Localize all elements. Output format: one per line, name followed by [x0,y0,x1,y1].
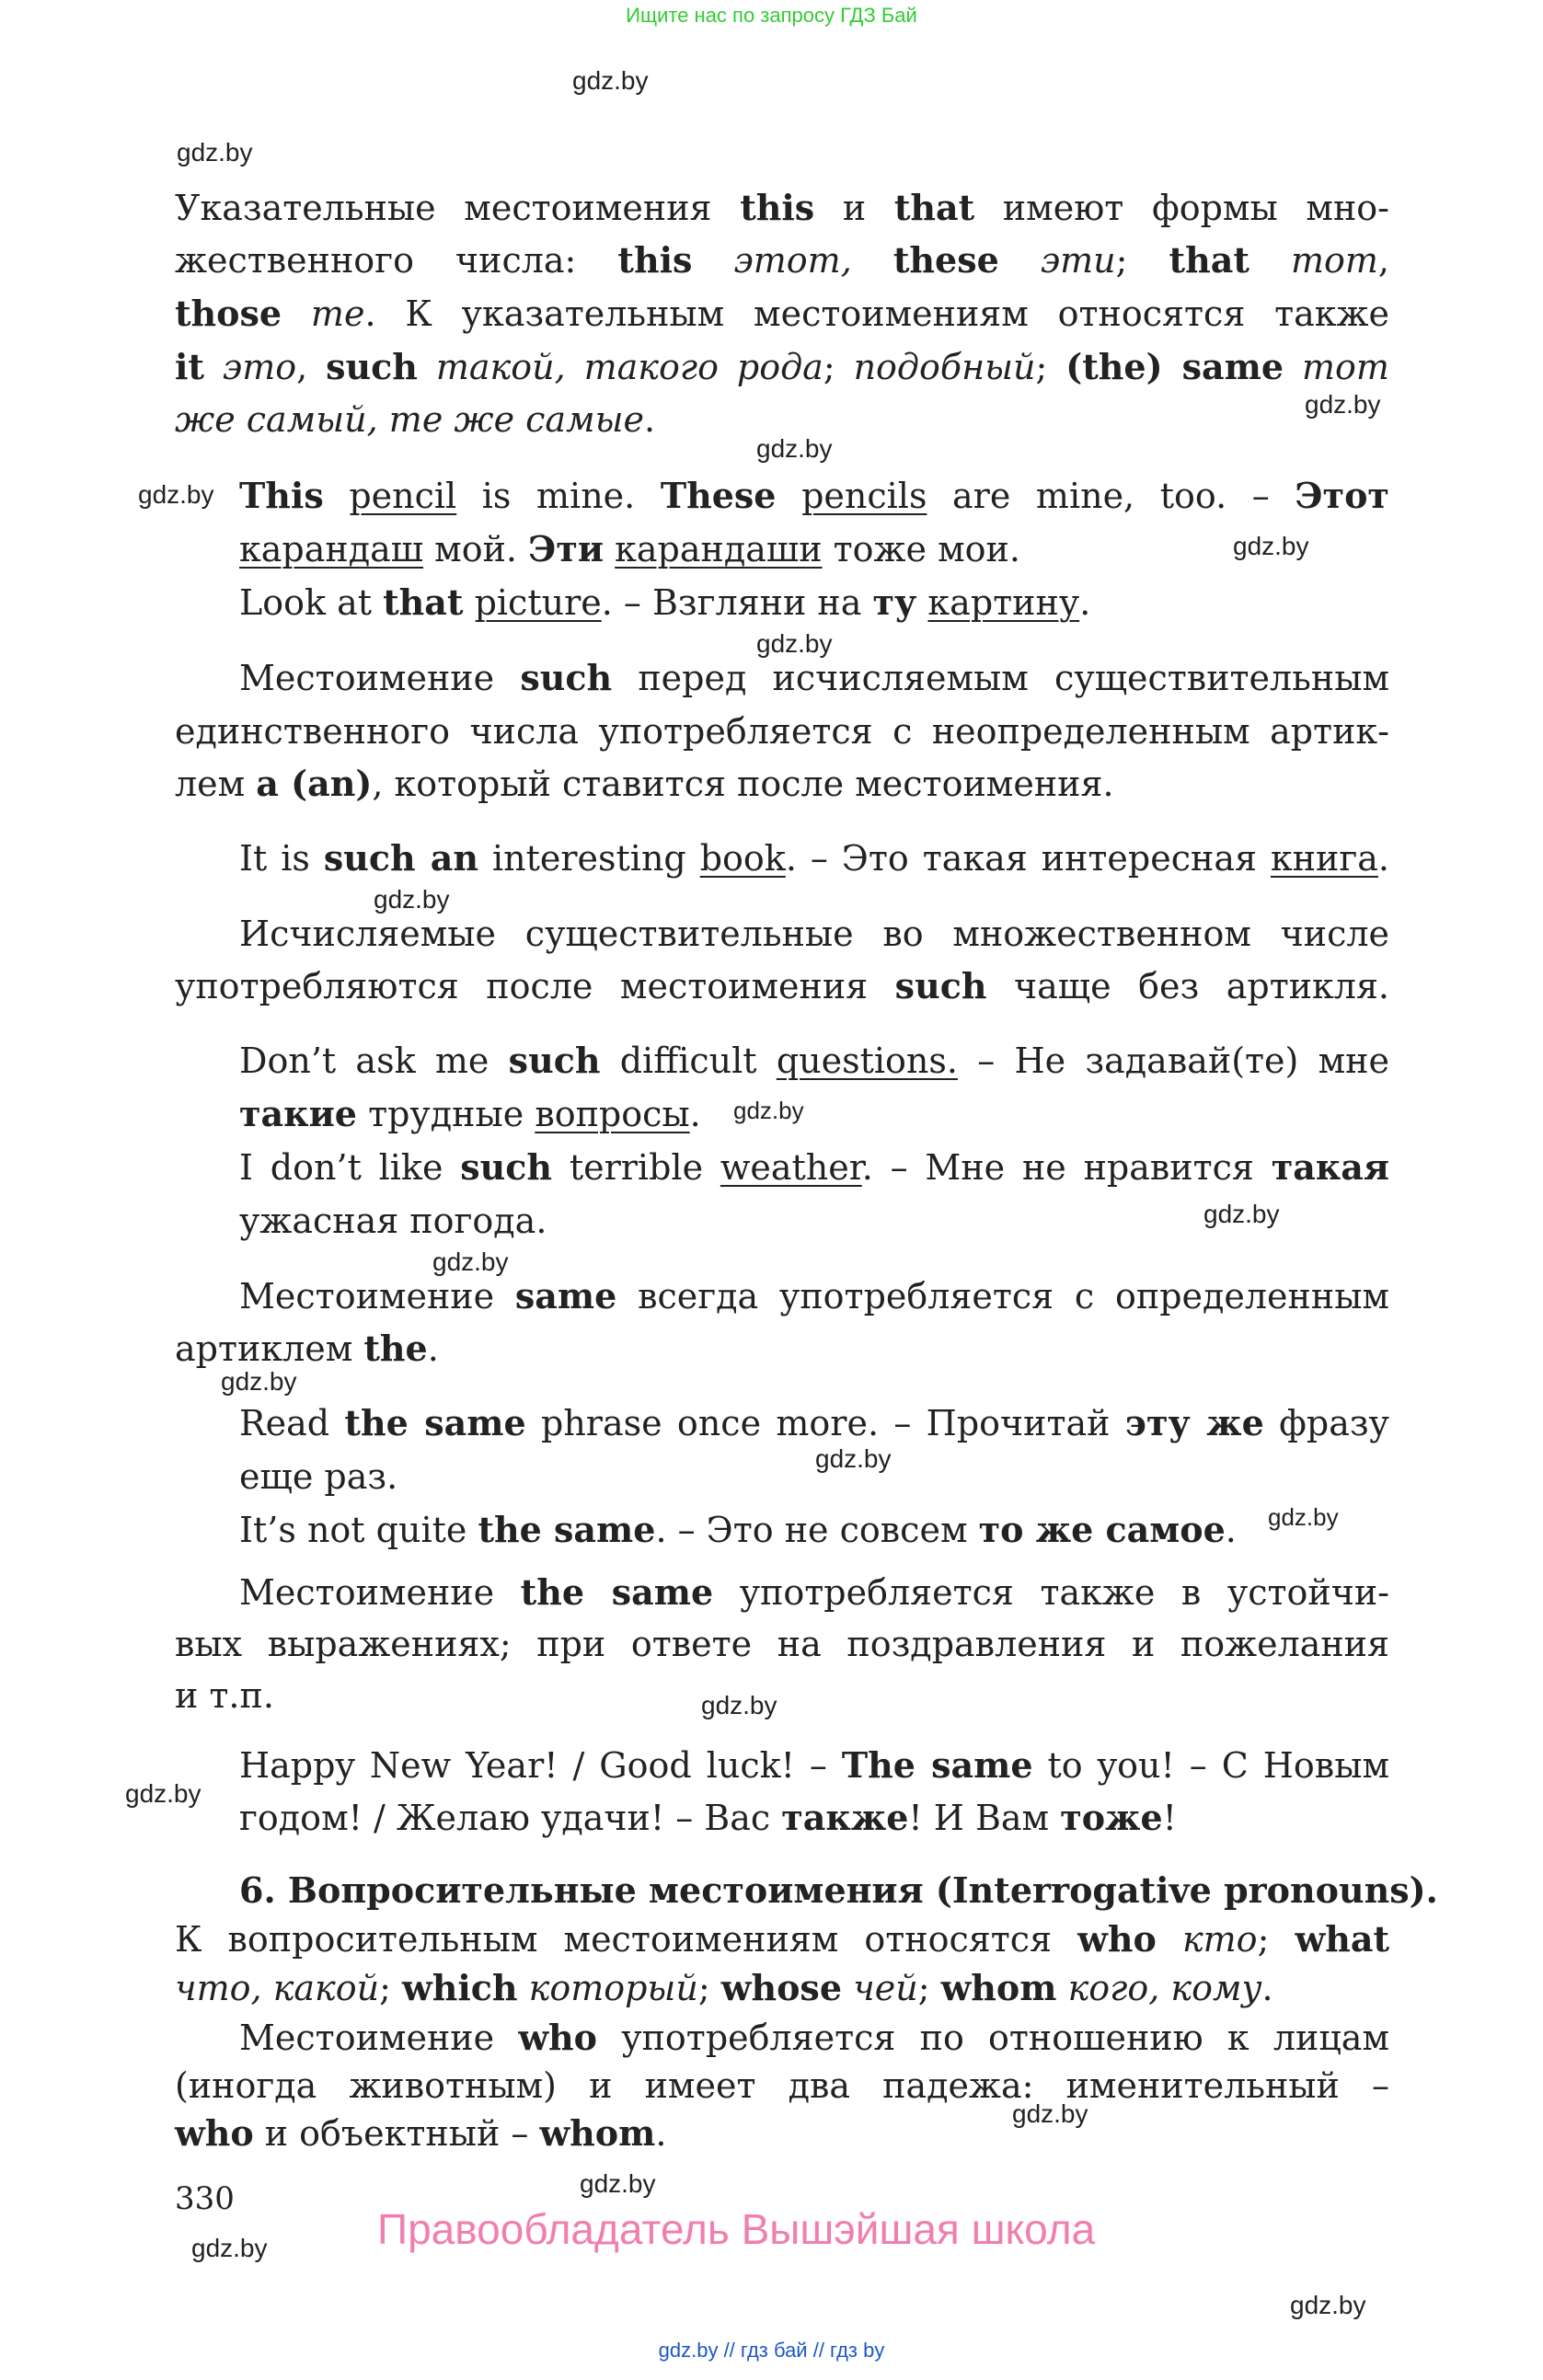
watermark: gdz.by [701,1691,777,1719]
paragraph-set-expressions-line: Местоимение the same употребляется также в устойчи- [239,1571,1389,1613]
watermark: gdz.by [1233,532,1309,560]
example-not-quite-the-same: It’s not quite the same. – Это не совсем то же самое. [239,1509,1237,1550]
paragraph-plural-line: Исчисляемые существительные во множественном числе [239,914,1389,954]
paragraph-demonstratives-line: жественного числа: this этот, these эти; that тот, [175,239,1389,281]
watermark: gdz.by [756,629,833,658]
watermark: gdz.by [1305,390,1381,419]
watermark: gdz.by [1012,2099,1088,2128]
example-such-questions-translation: такие трудные вопросы. [239,1093,701,1134]
paragraph-same-line: Местоимение same всегда употребляется с определенным [239,1275,1389,1316]
page-number: 330 [175,2180,235,2217]
section-interrogative-line: что, какой; which который; whose чей; whom кого, кому. [175,1967,1273,2008]
example-such-weather-translation: ужасная погода. [239,1201,547,1241]
example-such-weather: I don’t like such terrible weather. – Мне не нравится такая [239,1146,1389,1188]
watermark: gdz.by [138,480,214,509]
example-such-an: It is such an interesting book. – Это такая интересная книга. [239,837,1389,879]
example-happy-new-year: Happy New Year! / Good luck! – The same to you! – С Новым [239,1744,1389,1786]
section-interrogative-line: К вопросительным местоимениям относятся who кто; what [175,1918,1389,1960]
paragraph-such-line: Местоимение such перед исчисляемым существительным [239,657,1389,698]
example-the-same-phrase: Read the same phrase once more. – Прочитай эту же фразу [239,1402,1389,1443]
watermark: gdz.by [125,1779,202,1808]
paragraph-who-line: Местоимение who употребляется по отношению к лицам [239,2017,1389,2058]
section-heading-interrogative: 6. Вопросительные местоимения (Interrogative pronouns). [239,1869,1438,1911]
watermark: gdz.by [572,66,649,95]
paragraph-demonstratives-line: it это, such такой, такого рода; подобный; (the) same тот [175,346,1389,387]
paragraph-demonstratives-line: Указательные местоимения this и that имеют формы мно- [175,187,1389,228]
paragraph-same-line: артиклем the. [175,1328,439,1369]
watermark: gdz.by [815,1444,892,1473]
watermark: gdz.by [580,2169,656,2198]
footer-links[interactable]: gdz.by // гдз бай // гдз by [658,2339,885,2362]
paragraph-who-line: (иногда животным) и имеет два падежа: именительный – [175,2065,1389,2106]
example-this-these: This pencil is mine. These pencils are mine, too. – Этот [239,475,1389,516]
watermark: gdz.by [221,1367,297,1396]
watermark: gdz.by [177,138,253,167]
watermark: gdz.by [191,2234,268,2262]
paragraph-demonstratives-line: those те. К указательным местоимениям относятся также [175,293,1389,334]
paragraph-such-line: лем a (an), который ставится после местоимения. [175,763,1114,804]
watermark: gdz.by [374,885,450,914]
paragraph-who-line: who и объектный – whom. [175,2112,667,2154]
example-that-picture: Look at that picture. – Взгляни на ту картину. [239,581,1091,623]
example-happy-new-year-translation: годом! / Желаю удачи! – Вас также! И Вам тоже! [239,1797,1177,1838]
example-this-these-translation: карандаш мой. Эти карандаши тоже мои. [239,528,1020,569]
watermark: gdz.by [1203,1200,1280,1228]
example-the-same-phrase-translation: еще раз. [239,1456,398,1497]
example-such-questions: Don’t ask me such difficult questions. – Не задавай(те) мне [239,1040,1389,1081]
watermark: gdz.by [756,434,833,463]
watermark: gdz.by [1268,1503,1339,1531]
copyright-owner: Правообладатель Вышэйшая школа [377,2205,1096,2253]
watermark: gdz.by [733,1097,804,1124]
header-search-note: Ищите нас по запросу ГДЗ Бай [626,4,917,27]
watermark: gdz.by [432,1247,509,1276]
watermark: gdz.by [1290,2291,1366,2319]
paragraph-such-line: единственного числа употребляется с неопределенным артик- [175,711,1389,752]
paragraph-demonstratives-line: же самый, те же самые. [175,399,656,440]
paragraph-set-expressions-line: и т.п. [175,1675,274,1716]
paragraph-set-expressions-line: вых выражениях; при ответе на поздравления и пожелания [175,1624,1389,1664]
paragraph-plural-line: употребляются после местоимения such чаще без артикля. [175,965,1389,1006]
